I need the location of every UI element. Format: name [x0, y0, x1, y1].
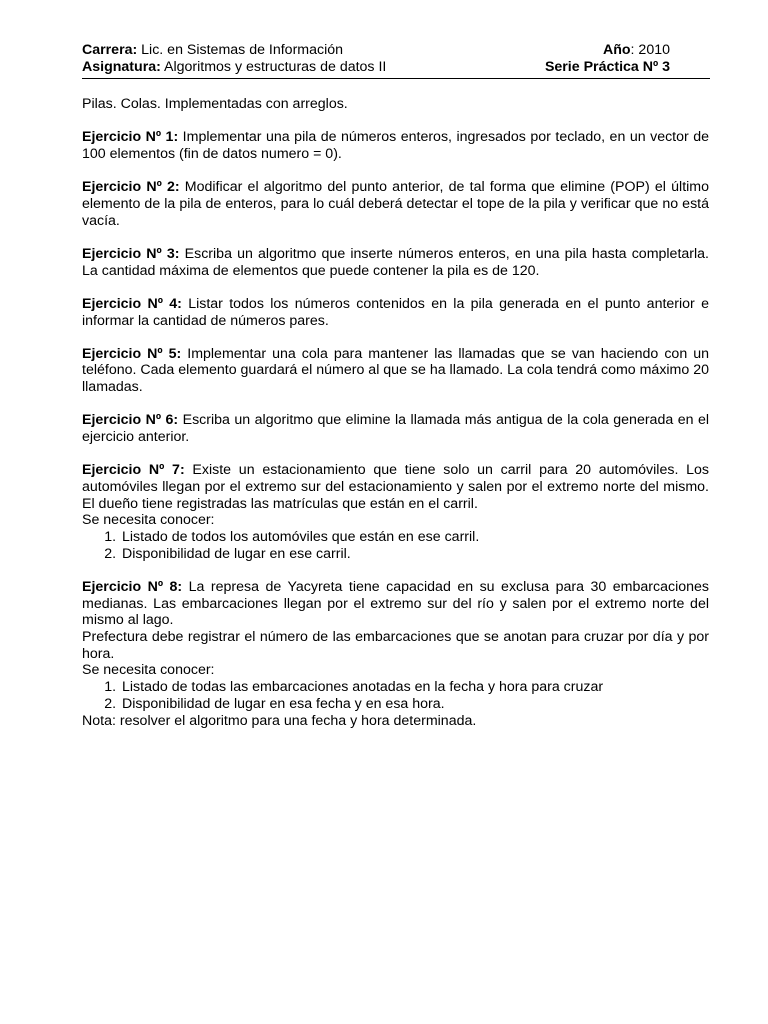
carrera-value: Lic. en Sistemas de Información [137, 42, 344, 58]
exercise-paragraph [82, 179, 709, 229]
list-item: 1. Listado de todas las embarcaciones anotadas en la fecha y hora para cruzar [120, 679, 709, 696]
exercise-paragraph [82, 296, 709, 329]
intro-text: Pilas. Colas. Implementadas con arreglos. [82, 96, 348, 112]
exercise-text: Listar todos los números contenidos en la pila generada en el punto anterior e informar la cantidad de números pares. [82, 295, 710, 329]
exercise-label: Ejercicio Nº 8: [82, 578, 183, 595]
serie-title: Serie Práctica Nº 3 [544, 59, 670, 75]
exercise-3 [82, 246, 709, 279]
exercise-paragraph [82, 412, 709, 445]
header-row-1 [82, 42, 710, 59]
exercise-text: Implementar una cola para mantener las llamadas que se van haciendo con un teléfono. Cada elemento guardará el número al que se ha llamado. La cola tendrá como máximo 20 llamadas. [82, 345, 710, 396]
exercise-text: Modificar el algoritmo del punto anterior, de tal forma que elimine (POP) el último elemento de la pila de enteros, para lo cuál deberá detectar el tope de la pila y verificar que no está vacía. [82, 179, 709, 229]
exercise-label: Ejercicio Nº 5: [82, 345, 182, 362]
anio-value: : 2010 [630, 42, 670, 58]
header-row-2 [82, 59, 710, 76]
carrera-label: Carrera: [82, 42, 138, 58]
exercise-text: Existe un estacionamiento que tiene solo un carril para 20 automóviles. Los automóviles llegan por el extremo sur del estacionamiento y salen por el extremo norte del mismo. El dueño tiene registradas las matrículas que están en el carril. [82, 462, 710, 512]
anio-label: Año [602, 42, 631, 58]
exercise-label: Ejercicio Nº 2: [82, 179, 180, 196]
exercise-paragraph [82, 246, 709, 279]
header-divider [82, 78, 710, 79]
exercise-label: Ejercicio Nº 6: [82, 412, 179, 429]
list-item: 2. Disponibilidad de lugar en ese carril. [120, 546, 709, 563]
asignatura-value: Algoritmos y estructuras de datos II [160, 59, 387, 75]
requirements-heading: Se necesita conocer: [82, 662, 215, 679]
exercise-list [82, 129, 709, 729]
exercise-text: Implementar una pila de números enteros, ingresados por teclado, en un vector de 100 elementos (fin de datos numero = 0). [82, 129, 710, 163]
exercise-4 [82, 296, 709, 329]
requirements-list [82, 529, 709, 562]
note-text: Nota: resolver el algoritmo para una fecha y hora determinada. [82, 712, 477, 729]
exercise-1 [82, 129, 709, 162]
exercise-text: Escriba un algoritmo que inserte números enteros, en una pila hasta completarla. La cantidad máxima de elementos que puede contener la pila es de 120. [82, 245, 709, 279]
document-body [82, 96, 709, 746]
exercise-label: Ejercicio Nº 3: [82, 245, 180, 262]
list-item: 2. Disponibilidad de lugar en esa fecha y en esa hora. [120, 696, 709, 713]
list-item: 1. Listado de todos los automóviles que están en ese carril. [120, 529, 709, 546]
exercise-text: Escriba un algoritmo que elimine la llamada más antigua de la cola generada en el ejercicio anterior. [82, 412, 709, 446]
exercise-paragraph [82, 579, 709, 629]
exercise-text: Prefectura debe registrar el número de las embarcaciones que se anotan para cruzar por día y por hora. [82, 629, 709, 662]
requirements-heading: Se necesita conocer: [82, 512, 215, 529]
carrera-field [82, 42, 343, 59]
exercise-paragraph [82, 129, 709, 162]
exercise-label: Ejercicio Nº 7: [82, 462, 185, 479]
document-header [82, 42, 710, 76]
exercise-2 [82, 179, 709, 229]
exercise-paragraph [82, 629, 709, 662]
asignatura-label: Asignatura: [82, 59, 161, 75]
exercise-7 [82, 462, 709, 562]
requirements-list [82, 679, 709, 712]
exercise-6 [82, 412, 709, 445]
exercise-paragraph [82, 462, 709, 512]
exercise-label: Ejercicio Nº 1: [82, 129, 179, 146]
exercise-text: La represa de Yacyreta tiene capacidad en su exclusa para 30 embarcaciones medianas. Las embarcaciones llegan por el extremo sur del río y salen por el extremo norte del mismo al lago. [82, 578, 709, 629]
exercise-label: Ejercicio Nº 4: [82, 295, 182, 312]
asignatura-field [82, 59, 386, 76]
exercise-paragraph [82, 346, 709, 396]
anio-field [603, 42, 670, 59]
exercise-5 [82, 346, 709, 396]
exercise-8 [82, 579, 709, 729]
